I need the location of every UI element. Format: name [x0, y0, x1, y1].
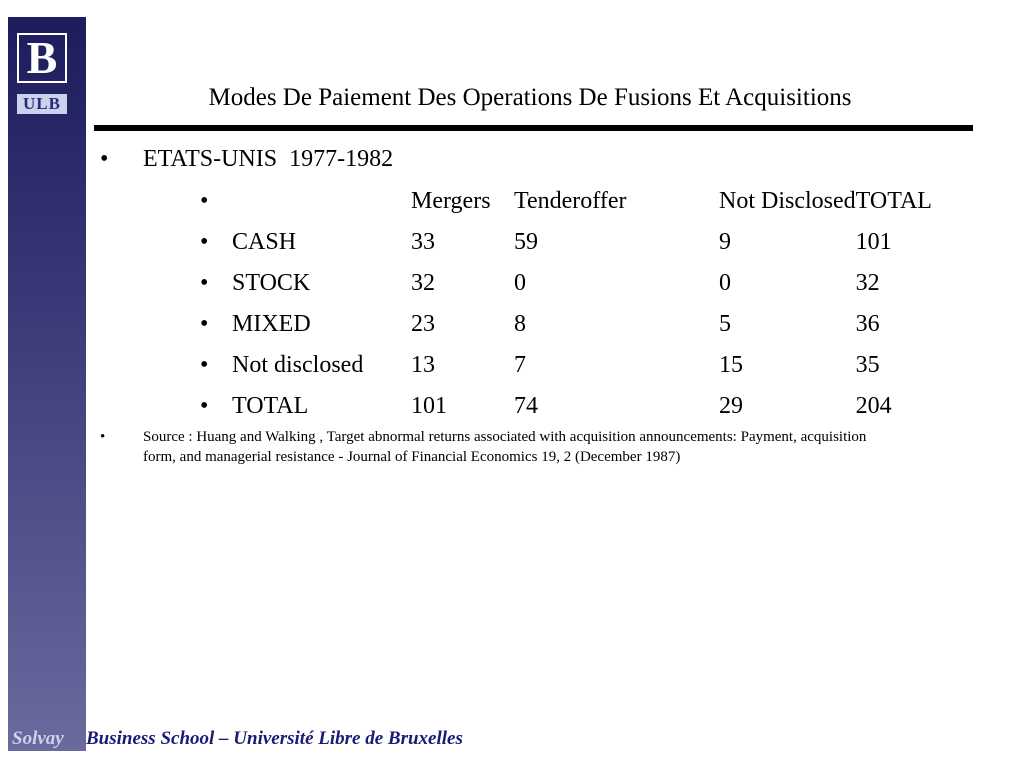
table-cell: 101 [855, 229, 892, 255]
table-cell: 7 [514, 352, 526, 378]
table-header-cell: Mergers [411, 188, 491, 214]
table-cell: 101 [411, 393, 447, 419]
logo-letter: B [26, 32, 58, 83]
table-row [200, 386, 956, 427]
row-label: TOTAL [232, 393, 309, 419]
slide-title: Modes De Paiement Des Operations De Fusions Et Acquisitions [208, 84, 852, 111]
table-cell: 35 [855, 352, 880, 378]
main-bullet [100, 146, 393, 173]
bullet-symbol: • [100, 429, 106, 445]
table-row [200, 263, 956, 304]
row-label: MIXED [232, 311, 311, 337]
table-cell: 32 [855, 270, 880, 296]
table-cell: 13 [411, 352, 435, 378]
bullet-symbol: • [200, 311, 209, 337]
table-cell: 23 [411, 311, 435, 337]
table-cell: 9 [719, 229, 731, 255]
table-header-cell [232, 181, 411, 222]
title-divider [94, 125, 973, 131]
table-cell: 204 [855, 393, 892, 419]
footer-solvay: Solvay [12, 728, 64, 749]
table-cell: 8 [514, 311, 526, 337]
source-text: Source : Huang and Walking , Target abnormal returns associated with acquisition announcements: Payment, acquisition form, and managerial resistance - Journal of Financial Economics 19, 2 (December 1987) [143, 429, 867, 465]
table-cell: 36 [855, 311, 880, 337]
table-cell: 32 [411, 270, 435, 296]
row-label: CASH [232, 229, 297, 255]
row-label: Not disclosed [232, 352, 364, 378]
sidebar-band [8, 17, 86, 751]
table-header-cell: Tenderoffer [514, 188, 627, 214]
table-cell: 0 [719, 270, 731, 296]
bullet-symbol: • [200, 270, 209, 296]
table-row [200, 304, 956, 345]
main-bullet-text: ETATS-UNIS 1977-1982 [143, 146, 394, 172]
footer-school: Business School – Université Libre de Bruxelles [86, 728, 463, 749]
table-cell: 5 [719, 311, 731, 337]
bullet-symbol: • [200, 229, 209, 255]
row-label: STOCK [232, 270, 311, 296]
table-header-cell: TOTAL [855, 188, 932, 214]
table-cell: 74 [514, 393, 538, 419]
bullet-symbol: • [200, 352, 209, 378]
table-cell: 0 [514, 270, 526, 296]
solvay-logo [17, 33, 67, 83]
table-header-cell: Not Disclosed [719, 188, 856, 214]
bullet-symbol: • [100, 146, 109, 172]
table-row [200, 345, 956, 386]
table-cell: 29 [719, 393, 743, 419]
table-header-row [200, 181, 956, 222]
table-cell: 15 [719, 352, 743, 378]
table-row [200, 222, 956, 263]
bullet-symbol: • [200, 188, 209, 214]
payment-table [200, 181, 956, 427]
bullet-symbol: • [200, 393, 209, 419]
table-cell: 33 [411, 229, 435, 255]
table-cell: 59 [514, 229, 538, 255]
ulb-logo: ULB [17, 94, 67, 114]
source-note [100, 427, 900, 467]
footer [8, 727, 463, 751]
